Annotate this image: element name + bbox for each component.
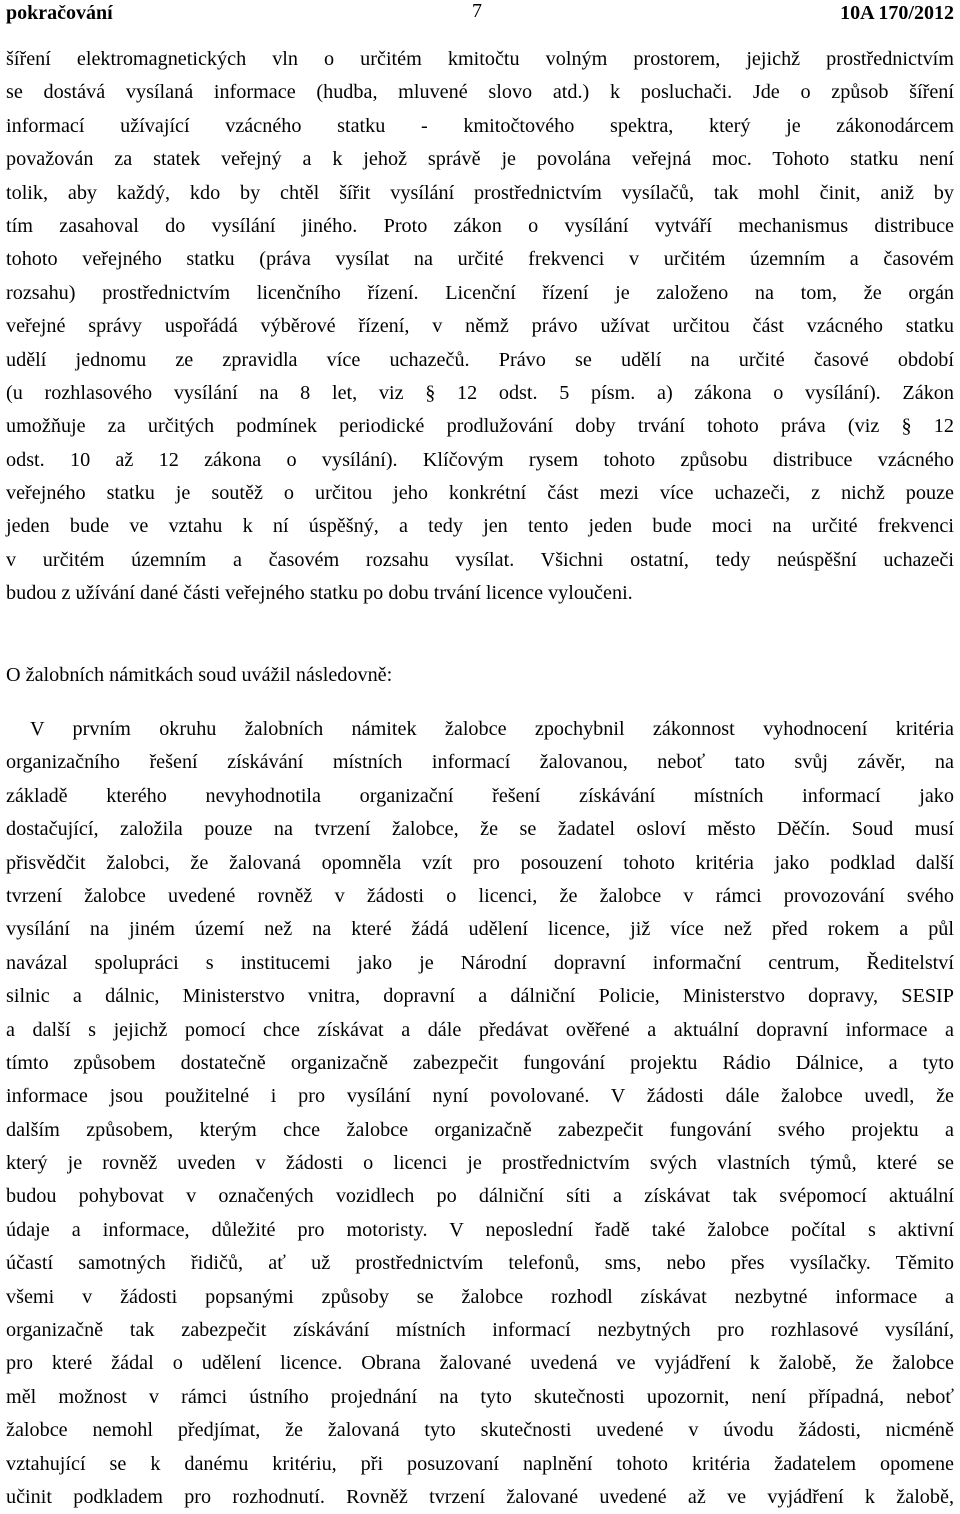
text-line: (u rozhlasového vysílání na 8 let, viz § 12 odst. 5 písm. a) zákona o vysílání). Zákon	[6, 381, 954, 404]
text-line: odst. 10 až 12 zákona o vysílání). Klíčovým rysem tohoto způsobu distribuce vzácného	[6, 448, 954, 471]
header-continuation-label: pokračování	[6, 2, 113, 24]
text-line: dostačující, založila pouze na tvrzení žalobce, že se žadatel osloví město Děčín. Soud musí	[6, 818, 954, 841]
text-line: silnic a dálnic, Ministerstvo vnitra, dopravní a dálniční Policie, Ministerstvo dopravy, SESIP	[6, 985, 954, 1008]
text-line: budou pohybovat v označených vozidlech po dálniční síti a získávat tak svépomocí aktuální	[6, 1185, 954, 1208]
text-line: organizačně tak zabezpečit získávání místních informací nezbytných pro rozhlasové vysílání,	[6, 1319, 954, 1342]
text-line: navázal spolupráci s institucemi jako je Národní dopravní informační centrum, Ředitelství	[6, 951, 954, 974]
paragraph-radio-spectrum	[6, 43, 954, 611]
section-heading	[6, 659, 954, 692]
text-line: budou z užívání dané části veřejného statku po dobu trvání licence vyloučeni.	[6, 582, 633, 605]
text-line: tohoto veřejného statku (práva vysílat na určité frekvenci v určitém územním a časovém	[6, 248, 954, 271]
text-line: učinit podkladem pro rozhodnutí. Rovněž tvrzení žalované uvedené až ve vyjádření k žalobě,	[6, 1485, 954, 1508]
text-line: tímto způsobem dostatečně organizačně zabezpečit fungování projektu Rádio Dálnice, a tyto	[6, 1051, 954, 1074]
text-line: V prvním okruhu žalobních námitek žalobce zpochybnil zákonnost vyhodnocení kritéria	[30, 718, 954, 740]
text-line: přisvědčit žalobci, že žalovaná opomněla vzít pro posouzení tohoto kritéria jako podklad další	[6, 851, 954, 874]
text-line: všemi v žádosti popsanými způsoby se žalobce rozhodl získávat nezbytné informace a	[6, 1285, 954, 1308]
text-line: pro které žádal o udělení licence. Obrana žalované uvedená ve vyjádření k žalobě, že žalobce	[6, 1352, 954, 1375]
text-line: žalobce nemohl předjímat, že žalovaná tyto skutečnosti uvedené v úvodu žádosti, nicméně	[6, 1419, 954, 1442]
text-line: měl možnost v rámci ústního projednání na tyto skutečnosti upozornit, není případná, neboť	[6, 1385, 954, 1408]
page-number: 7	[472, 0, 482, 22]
text-line: základě kterého nevyhodnotila organizační řešení získávání místních informací jako	[6, 784, 954, 807]
text-line: veřejné správy uspořádá výběrové řízení, v němž právo užívat určitou část vzácného statku	[6, 315, 954, 338]
text-line: účastí samotných řidičů, ať už prostřednictvím telefonů, sms, nebo přes vysílačky. Těmito	[6, 1252, 954, 1275]
text-line: tvrzení žalobce uvedené rovněž v žádosti o licenci, že žalobce v rámci provozování svého	[6, 884, 954, 907]
text-line: považován za statek veřejný a k jehož správě je povolána veřejná moc. Tohoto statku není	[6, 148, 954, 171]
text-line: organizačního řešení získávání místních informací žalovanou, neboť tato svůj závěr, na	[6, 751, 954, 774]
text-line: vysílání na jiném území než na které žádá udělení licence, již více než před rokem a půl	[6, 918, 954, 941]
text-line: umožňuje za určitých podmínek periodické prodlužování doby trvání tohoto práva (viz § 12	[6, 415, 954, 438]
text-line: a další s jejichž pomocí chce získávat a dále předávat ověřené a aktuální dopravní informace a	[6, 1018, 954, 1041]
heading-text: O žalobních námitkách soud uvážil následovně:	[6, 664, 393, 686]
text-line: veřejného statku je soutěž o určitou jeho konkrétní část mezi více uchazeči, z nichž pouze	[6, 482, 954, 505]
text-line: dalším způsobem, kterým chce žalobce organizačně zabezpečit fungování svého projektu a	[6, 1118, 954, 1141]
text-line: informace jsou použitelné i pro vysílání nyní povolované. V žádosti dále žalobce uvedl, že	[6, 1085, 954, 1108]
text-line: vztahující se k danému kritériu, při posuzovaní naplnění tohoto kritéria žadatelem opomene	[6, 1452, 954, 1475]
case-number: 10A 170/2012	[840, 2, 954, 24]
text-line: který je rovněž uveden v žádosti o licenci je prostřednictvím svých vlastních týmů, které se	[6, 1152, 954, 1175]
text-line: rozsahu) prostřednictvím licenčního řízení. Licenční řízení je založeno na tom, že orgán	[6, 281, 954, 304]
text-line: tím zasahoval do vysílání jiného. Proto zákon o vysílání vytváří mechanismus distribuce	[6, 214, 954, 237]
page-header	[0, 0, 960, 30]
text-line: údaje a informace, důležité pro motoristy. V neposlední řadě také žalobce počítal s aktivní	[6, 1218, 954, 1241]
text-line: se dostává vysílaná informace (hudba, mluvené slovo atd.) k posluchači. Jde o způsob šíření	[6, 81, 954, 104]
text-line: informací užívající vzácného statku - kmitočtového spektra, který je zákonodárcem	[6, 114, 954, 137]
text-line: šíření elektromagnetických vln o určitém kmitočtu volným prostorem, jejichž prostřednictvím	[6, 48, 954, 70]
paragraph-first-objection	[6, 713, 954, 1514]
text-line: udělí jednomu ze zpravidla více uchazečů. Právo se udělí na určité časové období	[6, 348, 954, 371]
text-line: v určitém územním a časovém rozsahu vysílat. Všichni ostatní, tedy neúspěšní uchazeči	[6, 548, 954, 571]
text-line: tolik, aby každý, kdo by chtěl šířit vysílání prostřednictvím vysílačů, tak mohl činit, aniž by	[6, 181, 954, 204]
text-line: jeden bude ve vztahu k ní úspěšný, a tedy jen tento jeden bude moci na určité frekvenci	[6, 515, 954, 538]
